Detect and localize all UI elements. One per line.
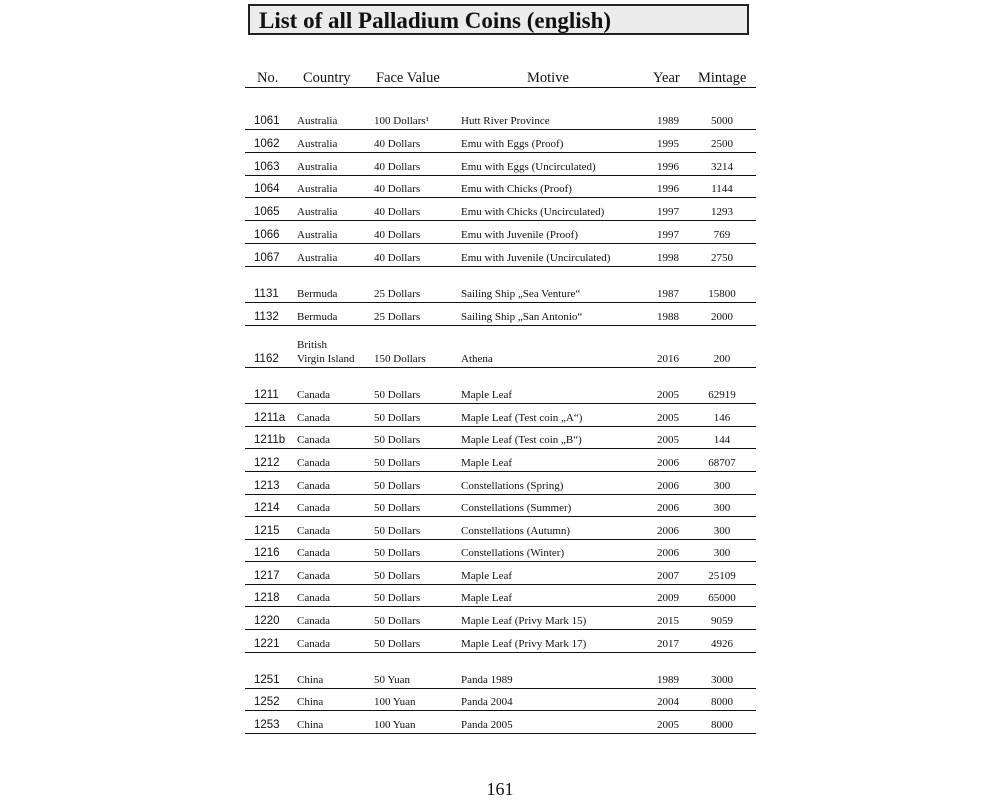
cell-mintage: 8000 <box>711 719 733 731</box>
cell-no: 1218 <box>254 592 280 604</box>
cell-year: 2006 <box>657 480 679 492</box>
table-row <box>245 521 756 540</box>
cell-no: 1252 <box>254 696 280 708</box>
cell-no: 1211 <box>254 389 279 401</box>
cell-no: 1212 <box>254 457 280 469</box>
cell-mintage: 2500 <box>711 138 733 150</box>
cell-country: China <box>297 719 324 731</box>
cell-no: 1132 <box>254 311 279 323</box>
cell-year: 2006 <box>657 457 679 469</box>
cell-year: 2007 <box>657 570 679 582</box>
cell-year: 2005 <box>657 412 679 424</box>
cell-mintage: 2000 <box>711 311 733 323</box>
cell-mintage: 300 <box>713 480 731 492</box>
cell-mintage: 1293 <box>711 206 733 218</box>
cell-face-value: 100 Dollars¹ <box>374 115 429 127</box>
table-row <box>245 566 756 585</box>
table-row <box>245 225 756 244</box>
cell-year: 1995 <box>657 138 679 150</box>
cell-year: 2005 <box>657 389 679 401</box>
cell-motive: Athena <box>461 353 493 365</box>
cell-motive: Maple Leaf <box>461 389 512 401</box>
cell-country: Canada <box>297 615 330 627</box>
cell-face-value: 40 Dollars <box>374 252 421 264</box>
cell-year: 2006 <box>657 502 679 514</box>
title-box <box>248 4 749 35</box>
cell-mintage: 8000 <box>711 696 733 708</box>
cell-year: 2005 <box>657 434 679 446</box>
cell-no: 1064 <box>254 183 280 195</box>
table-row <box>245 611 756 630</box>
cell-country: Bermuda <box>297 288 338 300</box>
cell-motive: Maple Leaf (Privy Mark 17) <box>461 638 587 650</box>
page-number: 161 <box>486 779 514 799</box>
cell-country: Australia <box>297 252 338 264</box>
header-year: Year <box>653 70 680 86</box>
table-row <box>245 692 756 711</box>
table-row <box>245 202 756 221</box>
cell-mintage: 300 <box>713 502 731 514</box>
cell-no: 1220 <box>254 615 280 627</box>
cell-motive: Sailing Ship „San Antonio“ <box>461 311 583 323</box>
cell-mintage: 1144 <box>711 183 733 195</box>
cell-face-value: 50 Dollars <box>374 480 421 492</box>
cell-country: British <box>297 339 327 351</box>
cell-face-value: 150 Dollars <box>374 353 426 365</box>
cell-motive: Maple Leaf <box>461 592 512 604</box>
cell-no: 1217 <box>254 570 280 582</box>
cell-no: 1063 <box>254 161 280 173</box>
cell-mintage: 300 <box>713 547 731 559</box>
cell-motive: Maple Leaf <box>461 570 512 582</box>
table-row <box>245 476 756 495</box>
cell-motive: Panda 2004 <box>461 696 513 708</box>
cell-motive: Constellations (Spring) <box>461 480 564 492</box>
cell-motive: Emu with Chicks (Proof) <box>461 183 572 195</box>
table-row <box>245 157 756 176</box>
cell-country: Canada <box>297 592 330 604</box>
page-title: List of all Palladium Coins (english) <box>259 8 612 33</box>
cell-year: 1996 <box>657 161 679 173</box>
cell-country: Australia <box>297 161 338 173</box>
header-motive: Motive <box>527 70 569 86</box>
cell-no: 1065 <box>254 206 280 218</box>
cell-year: 1997 <box>657 229 679 241</box>
cell-motive: Emu with Juvenile (Uncirculated) <box>461 252 611 264</box>
cell-motive: Emu with Chicks (Uncirculated) <box>461 206 605 218</box>
cell-mintage: 144 <box>713 434 731 446</box>
cell-mintage: 300 <box>713 525 731 537</box>
cell-motive: Maple Leaf (Privy Mark 15) <box>461 615 587 627</box>
cell-no: 1251 <box>254 674 280 686</box>
table-row <box>245 543 756 562</box>
cell-face-value: 50 Yuan <box>374 674 410 686</box>
table-row <box>245 325 756 368</box>
cell-mintage: 146 <box>713 412 731 424</box>
table-row <box>245 307 756 326</box>
table-header <box>245 69 756 88</box>
cell-year: 2004 <box>657 696 679 708</box>
cell-face-value: 40 Dollars <box>374 206 421 218</box>
cell-country: Canada <box>297 480 330 492</box>
cell-no: 1253 <box>254 719 280 731</box>
cell-country: Canada <box>297 525 330 537</box>
cell-motive: Maple Leaf <box>461 457 512 469</box>
cell-face-value: 40 Dollars <box>374 138 421 150</box>
table-row <box>245 430 756 449</box>
table-row <box>245 498 756 517</box>
cell-no: 1066 <box>254 229 280 241</box>
cell-year: 2017 <box>657 638 679 650</box>
cell-mintage: 5000 <box>711 115 733 127</box>
cell-no: 1062 <box>254 138 280 150</box>
cell-face-value: 100 Yuan <box>374 719 416 731</box>
cell-no: 1211a <box>254 412 286 424</box>
cell-year: 2005 <box>657 719 679 731</box>
cell-mintage: 65000 <box>708 592 736 604</box>
cell-motive: Panda 2005 <box>461 719 513 731</box>
cell-mintage: 769 <box>713 229 731 241</box>
cell-year: 2015 <box>657 615 679 627</box>
cell-no: 1216 <box>254 547 280 559</box>
cell-country: China <box>297 696 324 708</box>
table-row <box>245 134 756 153</box>
header-mintage: Mintage <box>698 70 747 86</box>
cell-no: 1162 <box>254 353 279 365</box>
cell-face-value: 50 Dollars <box>374 457 421 469</box>
cell-face-value: 25 Dollars <box>374 311 421 323</box>
cell-year: 2009 <box>657 592 679 604</box>
cell-mintage: 3214 <box>711 161 733 173</box>
cell-face-value: 40 Dollars <box>374 229 421 241</box>
cell-country: Australia <box>297 183 338 195</box>
cell-country: Canada <box>297 547 330 559</box>
cell-face-value: 50 Dollars <box>374 547 421 559</box>
cell-mintage: 200 <box>713 353 731 365</box>
header-country: Country <box>303 70 351 86</box>
cell-no: 1215 <box>254 525 280 537</box>
cell-year: 2006 <box>657 525 679 537</box>
cell-country: Canada <box>297 434 330 446</box>
cell-no: 1131 <box>254 288 279 300</box>
cell-country: China <box>297 674 324 686</box>
cell-motive: Constellations (Autumn) <box>461 525 571 537</box>
table-row <box>245 634 756 653</box>
cell-face-value: 50 Dollars <box>374 434 421 446</box>
cell-country: Canada <box>297 412 330 424</box>
cell-face-value: 50 Dollars <box>374 570 421 582</box>
cell-face-value: 50 Dollars <box>374 389 421 401</box>
cell-country: Australia <box>297 115 338 127</box>
cell-motive: Sailing Ship „Sea Venture“ <box>461 288 581 300</box>
cell-face-value: 50 Dollars <box>374 412 421 424</box>
cell-face-value: 25 Dollars <box>374 288 421 300</box>
cell-mintage: 9059 <box>711 615 733 627</box>
cell-mintage: 62919 <box>708 389 736 401</box>
table-row <box>245 248 756 267</box>
cell-year: 2016 <box>657 353 679 365</box>
cell-year: 1997 <box>657 206 679 218</box>
table-row <box>245 111 756 130</box>
cell-motive: Emu with Eggs (Proof) <box>461 138 564 150</box>
cell-face-value: 50 Dollars <box>374 592 421 604</box>
cell-no: 1211b <box>254 434 286 446</box>
cell-no: 1061 <box>254 115 280 127</box>
table-row <box>245 715 756 734</box>
cell-country: Bermuda <box>297 311 338 323</box>
cell-country: Australia <box>297 229 338 241</box>
cell-country: Australia <box>297 138 338 150</box>
cell-mintage: 68707 <box>708 457 736 469</box>
cell-face-value: 50 Dollars <box>374 615 421 627</box>
cell-country: Canada <box>297 457 330 469</box>
cell-country: Canada <box>297 638 330 650</box>
cell-face-value: 100 Yuan <box>374 696 416 708</box>
cell-motive: Hutt River Province <box>461 115 550 127</box>
cell-motive: Constellations (Winter) <box>461 547 565 559</box>
cell-year: 1998 <box>657 252 679 264</box>
cell-year: 1989 <box>657 674 679 686</box>
cell-no: 1213 <box>254 480 280 492</box>
table-row <box>245 670 756 689</box>
cell-face-value: 40 Dollars <box>374 161 421 173</box>
cell-mintage: 15800 <box>708 288 736 300</box>
cell-face-value: 50 Dollars <box>374 638 421 650</box>
cell-year: 1996 <box>657 183 679 195</box>
cell-mintage: 4926 <box>711 638 733 650</box>
cell-no: 1221 <box>254 638 280 650</box>
cell-year: 1987 <box>657 288 679 300</box>
cell-no: 1067 <box>254 252 280 264</box>
header-no: No. <box>257 70 279 86</box>
cell-country-line2: Virgin Island <box>297 353 355 365</box>
cell-country: Canada <box>297 570 330 582</box>
cell-motive: Maple Leaf (Test coin „A“) <box>461 412 583 424</box>
cell-motive: Constellations (Summer) <box>461 502 572 514</box>
cell-face-value: 40 Dollars <box>374 183 421 195</box>
cell-motive: Emu with Juvenile (Proof) <box>461 229 579 241</box>
cell-motive: Maple Leaf (Test coin „B“) <box>461 434 582 446</box>
cell-face-value: 50 Dollars <box>374 525 421 537</box>
cell-face-value: 50 Dollars <box>374 502 421 514</box>
table-row <box>245 284 756 303</box>
table-row <box>245 588 756 607</box>
cell-mintage: 2750 <box>711 252 733 264</box>
cell-country: Australia <box>297 206 338 218</box>
table-row <box>245 179 756 198</box>
cell-country: Canada <box>297 502 330 514</box>
cell-mintage: 25109 <box>708 570 736 582</box>
header-face-value: Face Value <box>376 70 440 86</box>
table-row <box>245 385 756 404</box>
cell-country: Canada <box>297 389 330 401</box>
cell-motive: Panda 1989 <box>461 674 513 686</box>
cell-motive: Emu with Eggs (Uncirculated) <box>461 161 596 173</box>
cell-year: 1988 <box>657 311 679 323</box>
cell-year: 1989 <box>657 115 679 127</box>
table-row <box>245 453 756 472</box>
cell-year: 2006 <box>657 547 679 559</box>
cell-no: 1214 <box>254 502 280 514</box>
cell-mintage: 3000 <box>711 674 733 686</box>
table-row <box>245 408 756 427</box>
